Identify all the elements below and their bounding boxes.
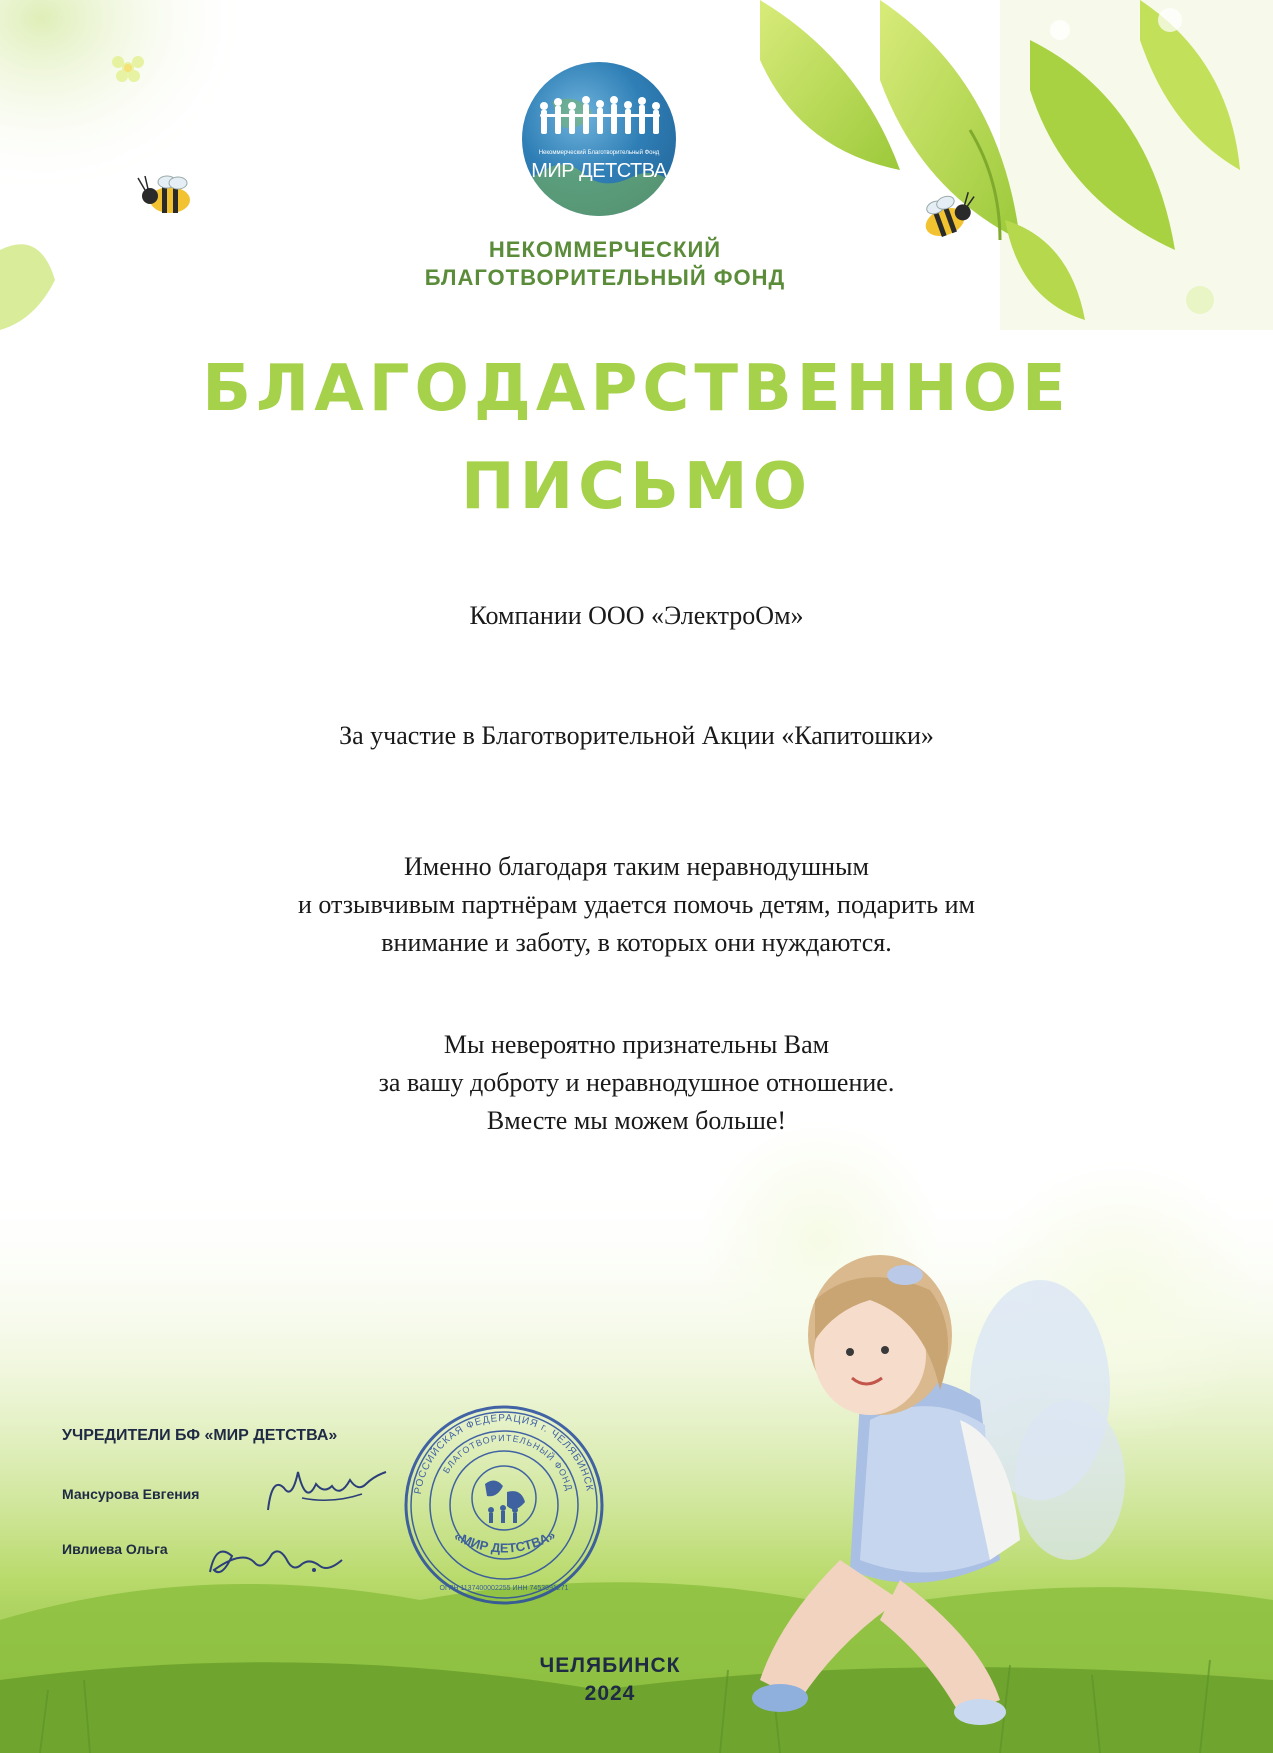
paragraph-line: Вместе мы можем больше! [486,1106,787,1135]
organization-name-line1: НЕКОММЕРЧЕСКИЙ [488,237,722,262]
document-title [100,340,1173,536]
stamp-registry-text: ОГРН 1137400002255 ИНН 7453991271 [439,1585,569,1592]
city-name: ЧЕЛЯБИНСК [539,1654,681,1677]
signature-2-icon [202,1532,352,1592]
fund-stamp-icon [399,1400,609,1610]
gratitude-paragraph-1 [120,848,1153,962]
founders-title: УЧРЕДИТЕЛИ БФ «МИР ДЕТСТВА» [62,1427,338,1444]
gratitude-paragraph-2 [120,1026,1153,1140]
recipient-line: Компании ООО «ЭлектроОм» [469,601,804,630]
founder-name: Ивлиева Ольга [62,1541,168,1557]
children-globe-icon [522,62,676,216]
organization-name [380,236,830,292]
paragraph-line: Мы невероятно признательны Вам [443,1030,830,1059]
top-left-glow [0,0,420,360]
founder-name: Мансурова Евгения [62,1486,200,1502]
organization-name-line2: БЛАГОТВОРИТЕЛЬНЫЙ ФОНД [424,265,786,290]
city-year [480,1652,740,1708]
paragraph-line: внимание и заботу, в которых они нуждаются. [381,928,892,957]
stamp-outer-text: РОССИЙСКАЯ ФЕДЕРАЦИЯ г. ЧЕЛЯБИНСК [412,1412,595,1495]
paragraph-line: Именно благодаря таким неравнодушным [404,852,869,881]
stamp-inner-text: БЛАГОТВОРИТЕЛЬНЫЙ ФОНД [441,1432,575,1493]
reason-line: За участие в Благотворительной Акции «Капитошки» [339,721,934,750]
leaves-top-right-icon [760,0,1273,330]
document-title-line1: БЛАГОДАРСТВЕННОЕ [202,352,1071,426]
paragraph-line: и отзывчивым партнёрам удается помочь детям, подарить им [297,890,975,919]
logo-fund-text: Некоммерческий Благотворительный Фонд [538,150,660,156]
paragraph-line: за вашу доброту и неравнодушное отношение. [378,1068,895,1097]
stamp-center-name: «МИР ДЕТСТВА» [451,1527,558,1556]
svg-text:«МИР ДЕТСТВА» [452,1527,558,1555]
fund-logo [522,62,676,216]
stamp-globe-icon [472,1466,536,1530]
document-title-line2: ПИСЬМО [461,450,812,524]
logo-name-text: МИР ДЕТСТВА [531,160,667,182]
year: 2024 [584,1682,636,1705]
signature-1-icon [262,1458,392,1528]
svg-text:БЛАГОТВОРИТЕЛЬНЫЙ ФОНД [441,1433,574,1492]
